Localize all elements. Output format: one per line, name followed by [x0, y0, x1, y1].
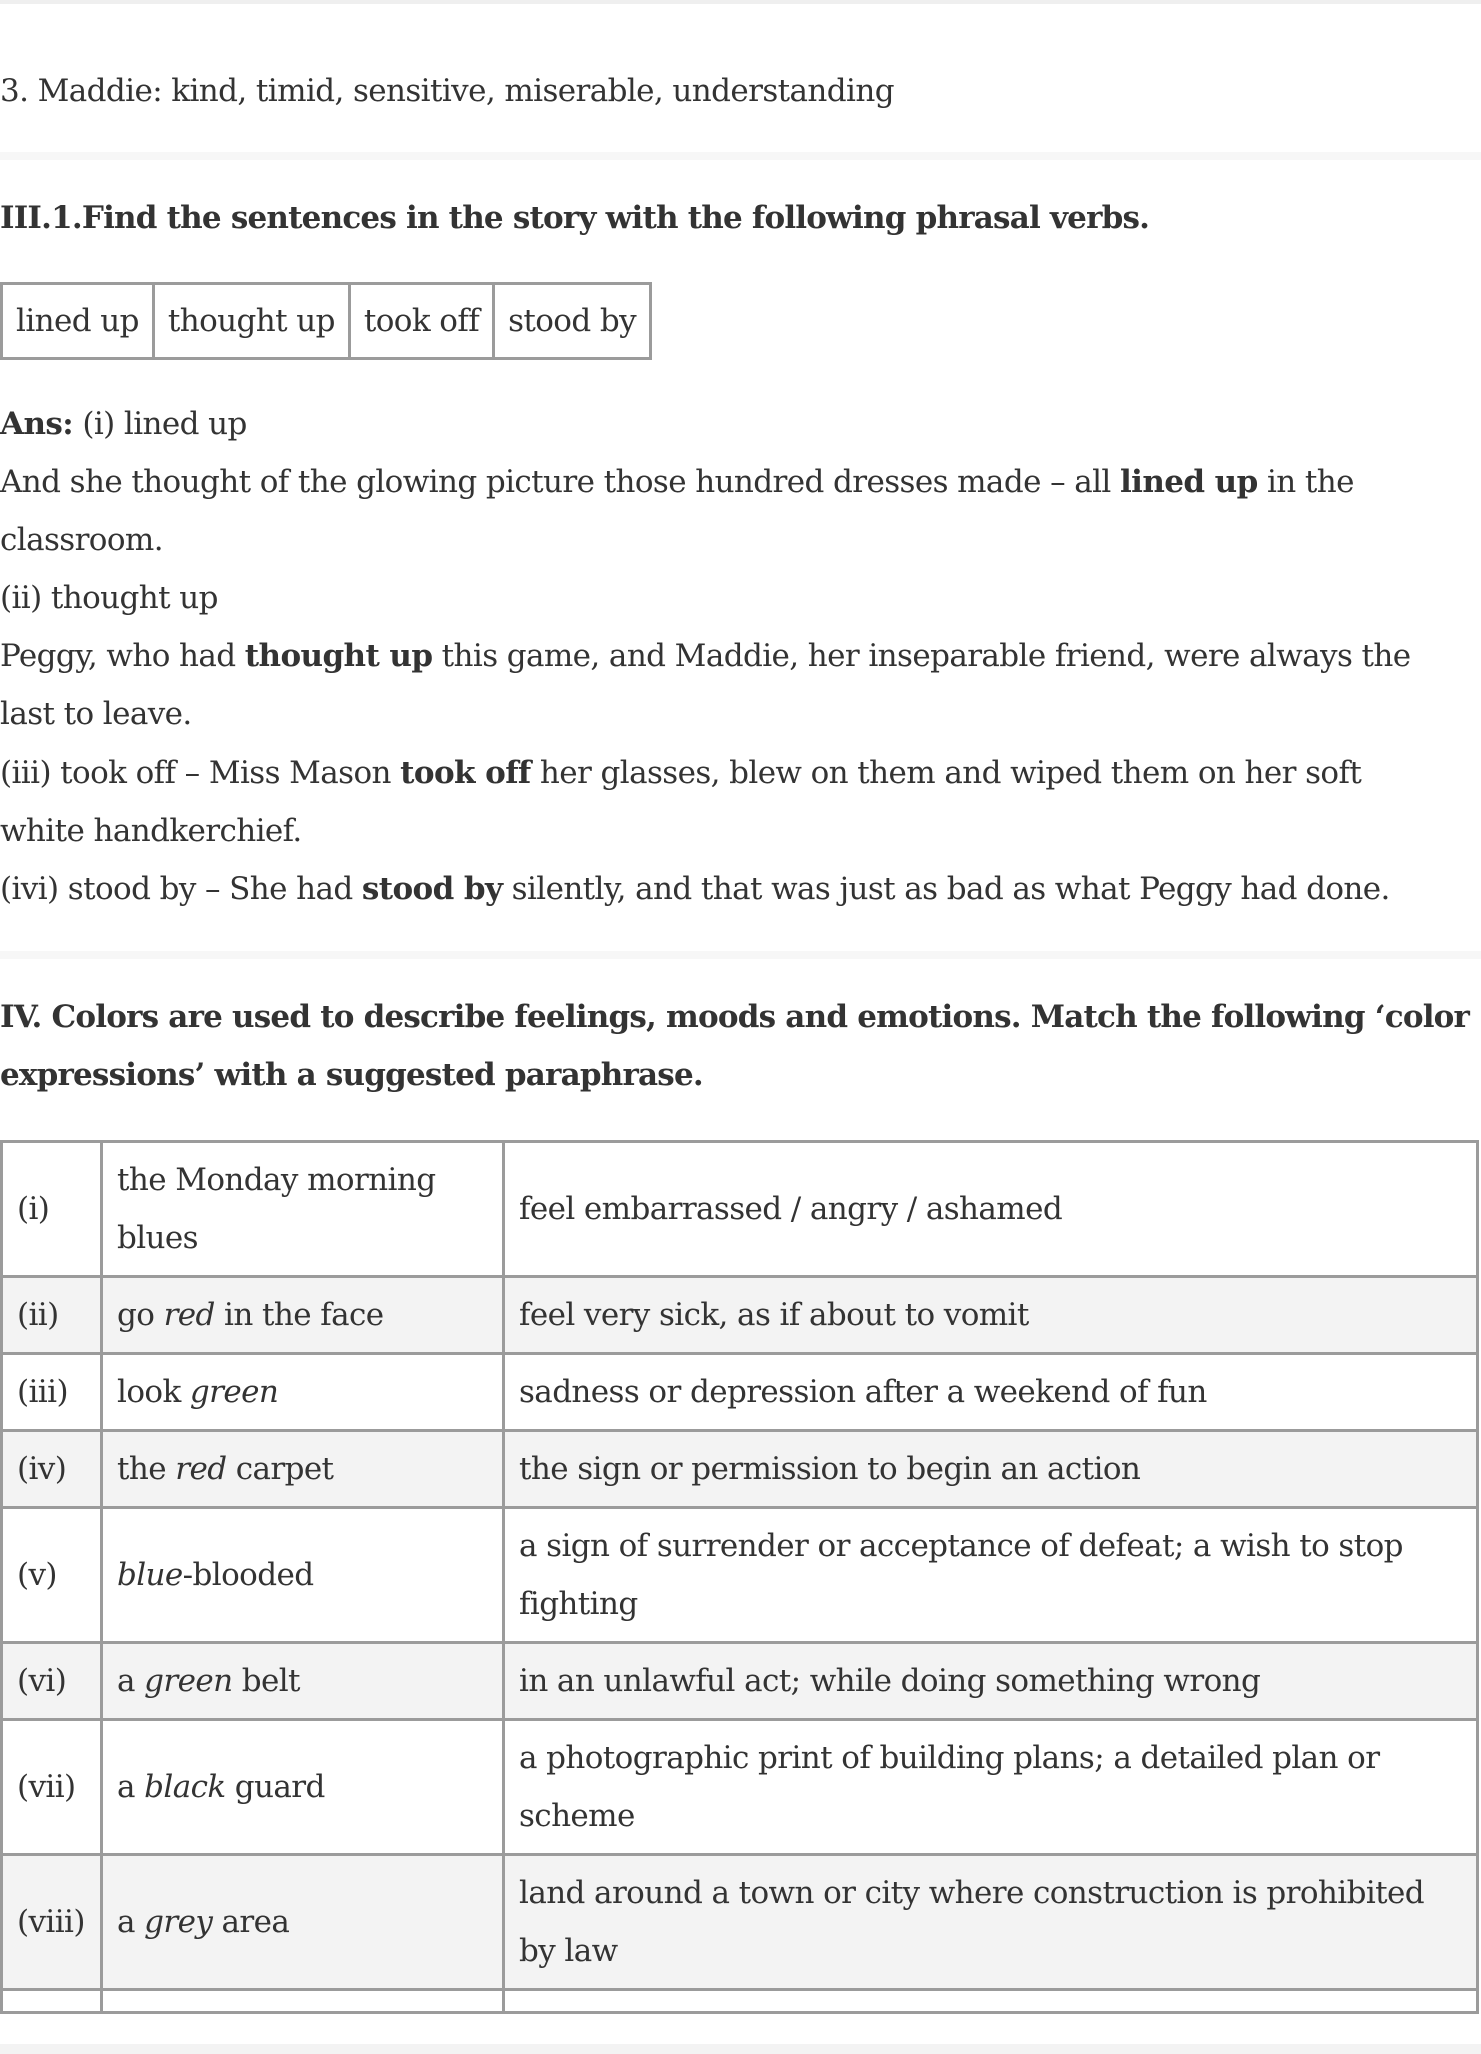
maddie-traits: 3. Maddie: kind, timid, sensitive, miserable, understanding	[0, 73, 894, 109]
answer-1-sentence-cont: classroom.	[0, 522, 163, 558]
sentence-text: this game, and Maddie, her inseparable friend, were always the	[432, 638, 1411, 674]
row-number	[2, 1990, 102, 2013]
color-expression	[102, 1990, 504, 2013]
table-row	[2, 1354, 1478, 1431]
color-expressions-table	[0, 1140, 1479, 2014]
sentence-text: (iii) took off – Miss Mason	[0, 755, 401, 791]
paraphrase: feel very sick, as if about to vomit	[504, 1277, 1478, 1354]
expression-post: -blooded	[182, 1557, 314, 1593]
expression-post: guard	[225, 1769, 325, 1805]
table-row	[2, 1277, 1478, 1354]
expression-post: area	[212, 1904, 290, 1940]
table-row	[2, 1142, 1478, 1277]
table-row	[2, 1855, 1478, 1990]
paraphrase: a photographic print of building plans; a detailed plan or scheme	[504, 1720, 1478, 1855]
row-number: (i)	[2, 1142, 102, 1277]
paraphrase: in an unlawful act; while doing something wrong	[504, 1643, 1478, 1720]
phrasal-verb-highlight: took off	[400, 755, 531, 791]
sentence-text: her glasses, blew on them and wiped them on her soft	[530, 755, 1362, 791]
answer-1-title	[0, 395, 247, 453]
phrasal-verb-highlight: stood by	[361, 871, 503, 907]
expression-pre: a	[117, 1663, 145, 1699]
expression-pre: a	[117, 1904, 145, 1940]
phrasal-verb-cell: lined up	[2, 284, 154, 359]
answer-2-title: (ii) thought up	[0, 580, 218, 616]
expression-pre: go	[117, 1297, 164, 1333]
phrasal-verb-cell: stood by	[494, 284, 651, 359]
paraphrase: the sign or permission to begin an action	[504, 1431, 1478, 1508]
paraphrase: feel embarrassed / angry / ashamed	[504, 1142, 1478, 1277]
expression-post: belt	[232, 1663, 300, 1699]
color-word: green	[189, 1374, 279, 1410]
expression-post: in the face	[214, 1297, 384, 1333]
sentence-text: in the	[1257, 464, 1354, 500]
color-expression	[102, 1277, 504, 1354]
table-row-partial	[2, 1990, 1478, 2013]
row-number: (iii)	[2, 1354, 102, 1431]
row-number: (ii)	[2, 1277, 102, 1354]
sentence-text: (ivi) stood by – She had	[0, 871, 362, 907]
phrasal-verbs-table	[0, 282, 652, 360]
row-number: (v)	[2, 1508, 102, 1643]
section-3-heading: III.1.Find the sentences in the story with the following phrasal verbs.	[0, 200, 1150, 236]
table-row	[2, 1508, 1478, 1643]
color-expression	[102, 1142, 504, 1277]
answer-3-sentence	[0, 744, 1361, 802]
answer-2-sentence	[0, 627, 1411, 685]
color-expression	[102, 1431, 504, 1508]
color-expression	[102, 1354, 504, 1431]
expression-post: carpet	[226, 1451, 334, 1487]
expression-pre: the Monday morning blues	[117, 1162, 436, 1256]
color-word: green	[144, 1663, 233, 1699]
section-4-heading-line1: IV. Colors are used to describe feelings, moods and emotions. Match the following ‘color	[0, 999, 1470, 1035]
answer-4-sentence	[0, 860, 1390, 918]
answer-3-sentence-cont: white handkerchief.	[0, 813, 302, 849]
answer-title-text: (i) lined up	[73, 406, 247, 442]
sentence-text: Peggy, who had	[0, 638, 245, 674]
color-word: grey	[144, 1904, 213, 1940]
section-4-heading-line2: expressions’ with a suggested paraphrase.	[0, 1057, 703, 1093]
sentence-text: And she thought of the glowing picture those hundred dresses made – all	[0, 464, 1120, 500]
color-expression	[102, 1508, 504, 1643]
answer-2-sentence-cont: last to leave.	[0, 696, 192, 732]
row-number: (vii)	[2, 1720, 102, 1855]
table-row	[2, 1643, 1478, 1720]
expression-pre: look	[117, 1374, 190, 1410]
answer-label: Ans:	[0, 406, 74, 442]
color-expression	[102, 1855, 504, 1990]
row-number: (iv)	[2, 1431, 102, 1508]
expression-pre: a	[117, 1769, 145, 1805]
phrasal-verb-highlight: lined up	[1119, 464, 1258, 500]
color-word: red	[163, 1297, 215, 1333]
top-divider	[0, 0, 1481, 4]
row-number: (vi)	[2, 1643, 102, 1720]
color-word: black	[144, 1769, 226, 1805]
table-row	[2, 1720, 1478, 1855]
color-word: red	[175, 1451, 227, 1487]
row-number: (viii)	[2, 1855, 102, 1990]
section-divider	[0, 951, 1481, 959]
sentence-text: silently, and that was just as bad as what Peggy had done.	[502, 871, 1390, 907]
color-expression	[102, 1720, 504, 1855]
answer-1-sentence	[0, 453, 1354, 511]
paraphrase: sadness or depression after a weekend of fun	[504, 1354, 1478, 1431]
phrasal-verb-cell: thought up	[153, 284, 349, 359]
paraphrase: a sign of surrender or acceptance of defeat; a wish to stop fighting	[504, 1508, 1478, 1643]
bottom-divider	[0, 2044, 1481, 2054]
phrasal-verb-cell: took off	[349, 284, 493, 359]
section-divider	[0, 152, 1481, 160]
color-expression	[102, 1643, 504, 1720]
phrasal-verb-highlight: thought up	[244, 638, 433, 674]
paraphrase	[504, 1990, 1478, 2013]
color-word: blue	[117, 1557, 183, 1593]
table-row	[2, 1431, 1478, 1508]
expression-pre: the	[117, 1451, 176, 1487]
paraphrase: land around a town or city where construction is prohibited by law	[504, 1855, 1478, 1990]
